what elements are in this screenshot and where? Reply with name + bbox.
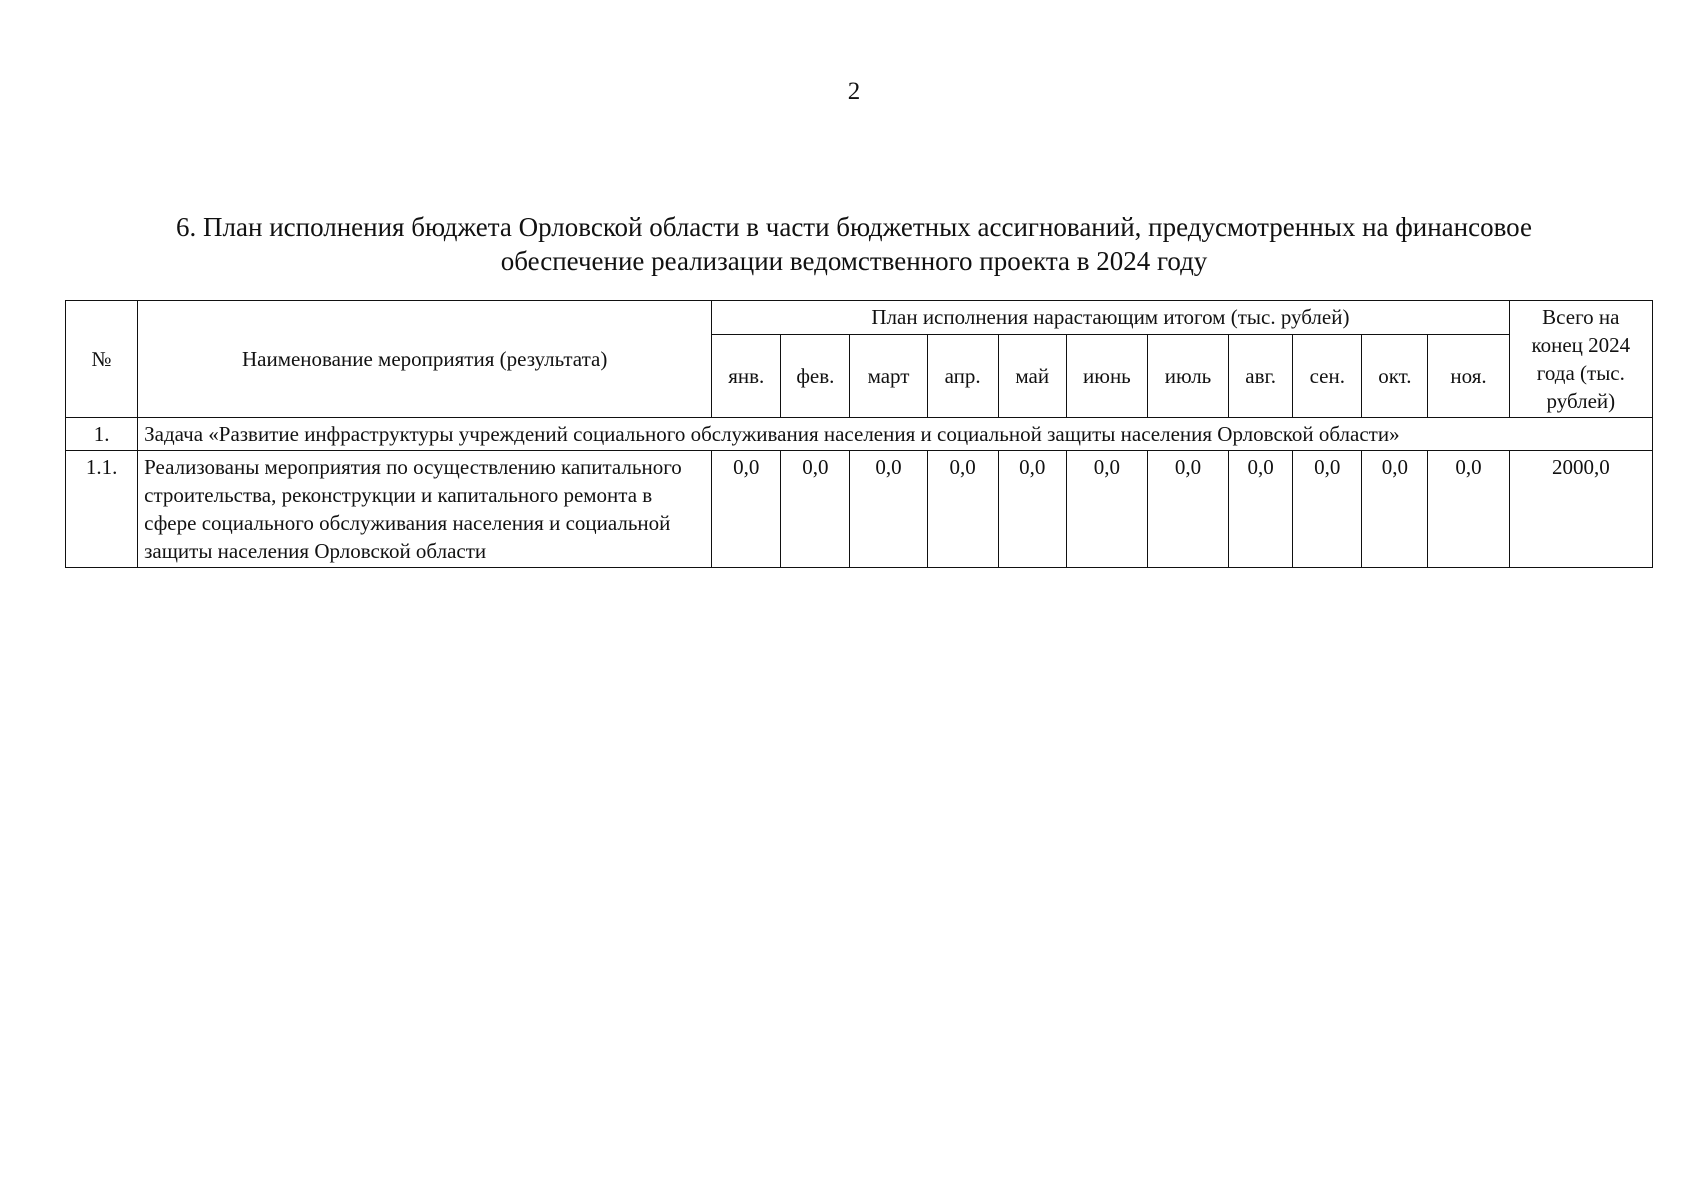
row-value-aug: 0,0 <box>1229 451 1293 568</box>
month-header-may: май <box>998 334 1066 417</box>
row-total: 2000,0 <box>1509 451 1652 568</box>
month-header-aug: авг. <box>1229 334 1293 417</box>
row-value-apr: 0,0 <box>927 451 998 568</box>
section-title-line-2: обеспечение реализации ведомственного проекта в 2024 году <box>500 246 1208 276</box>
row-value-feb: 0,0 <box>781 451 850 568</box>
task-number: 1. <box>66 418 138 451</box>
task-row <box>66 418 1653 451</box>
header-row-1 <box>66 301 1653 335</box>
month-header-jun: июнь <box>1066 334 1147 417</box>
month-header-oct: окт. <box>1362 334 1428 417</box>
table-row <box>66 451 1653 568</box>
page-number: 2 <box>847 78 861 105</box>
month-header-jan: янв. <box>712 334 781 417</box>
month-header-mar: март <box>850 334 927 417</box>
month-header-nov: ноя. <box>1428 334 1509 417</box>
number-column-header: № <box>66 301 138 418</box>
name-column-header: Наименование мероприятия (результата) <box>138 301 712 418</box>
section-title <box>120 210 1588 278</box>
row-value-jul: 0,0 <box>1147 451 1228 568</box>
row-value-oct: 0,0 <box>1362 451 1428 568</box>
month-header-apr: апр. <box>927 334 998 417</box>
month-header-sep: сен. <box>1293 334 1362 417</box>
row-value-nov: 0,0 <box>1428 451 1509 568</box>
row-name: Реализованы мероприятия по осуществлению капитального строительства, реконструкции и капитального ремонта в сфере социального обслуживания населения и социальной защиты населения Орловской области <box>138 451 712 568</box>
task-description: Задача «Развитие инфраструктуры учреждений социального обслуживания населения и социальной защиты населения Орловской области» <box>138 418 1653 451</box>
row-value-jan: 0,0 <box>712 451 781 568</box>
total-column-header: Всего на конец 2024 года (тыс. рублей) <box>1509 301 1652 418</box>
budget-plan-table <box>65 300 1653 568</box>
month-header-feb: фев. <box>781 334 850 417</box>
section-title-line-1: 6. План исполнения бюджета Орловской области в части бюджетных ассигнований, предусмотренных на финансовое <box>176 212 1532 242</box>
row-value-jun: 0,0 <box>1066 451 1147 568</box>
row-value-may: 0,0 <box>998 451 1066 568</box>
row-value-sep: 0,0 <box>1293 451 1362 568</box>
row-value-mar: 0,0 <box>850 451 927 568</box>
row-number: 1.1. <box>66 451 138 568</box>
plan-group-header: План исполнения нарастающим итогом (тыс. рублей) <box>712 301 1509 335</box>
month-header-jul: июль <box>1147 334 1228 417</box>
